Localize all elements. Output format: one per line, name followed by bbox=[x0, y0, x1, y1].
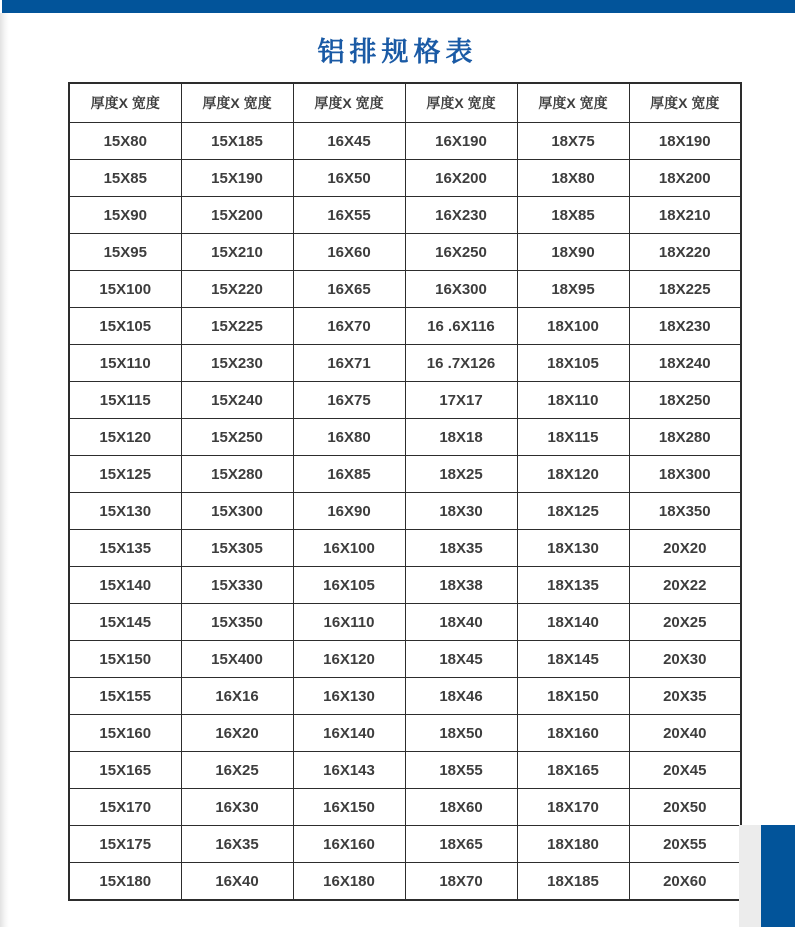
table-row bbox=[69, 604, 741, 641]
spec-cell: 16X80 bbox=[293, 419, 405, 456]
spec-cell: 15X330 bbox=[181, 567, 293, 604]
spec-cell: 15X150 bbox=[69, 641, 181, 678]
spec-cell: 15X125 bbox=[69, 456, 181, 493]
spec-cell: 16X200 bbox=[405, 160, 517, 197]
header-row bbox=[69, 83, 741, 123]
spec-cell: 15X105 bbox=[69, 308, 181, 345]
spec-cell: 15X155 bbox=[69, 678, 181, 715]
spec-cell: 18X45 bbox=[405, 641, 517, 678]
spec-cell: 18X70 bbox=[405, 863, 517, 901]
table-row bbox=[69, 752, 741, 789]
spec-cell: 18X225 bbox=[629, 271, 741, 308]
spec-cell: 15X175 bbox=[69, 826, 181, 863]
spec-cell: 15X130 bbox=[69, 493, 181, 530]
spec-cell: 18X145 bbox=[517, 641, 629, 678]
table-row bbox=[69, 715, 741, 752]
spec-cell: 18X130 bbox=[517, 530, 629, 567]
spec-cell: 18X160 bbox=[517, 715, 629, 752]
spec-cell: 15X400 bbox=[181, 641, 293, 678]
spec-cell: 18X105 bbox=[517, 345, 629, 382]
spec-cell: 16X250 bbox=[405, 234, 517, 271]
column-header: 厚度X 宽度 bbox=[181, 83, 293, 123]
spec-cell: 20X40 bbox=[629, 715, 741, 752]
spec-cell: 15X85 bbox=[69, 160, 181, 197]
bottom-right-gray-bar bbox=[739, 825, 761, 927]
spec-cell: 15X115 bbox=[69, 382, 181, 419]
spec-cell: 16X70 bbox=[293, 308, 405, 345]
spec-cell: 16X30 bbox=[181, 789, 293, 826]
spec-cell: 16X60 bbox=[293, 234, 405, 271]
spec-cell: 18X65 bbox=[405, 826, 517, 863]
spec-cell: 18X50 bbox=[405, 715, 517, 752]
spec-cell: 16X300 bbox=[405, 271, 517, 308]
spec-cell: 18X150 bbox=[517, 678, 629, 715]
spec-cell: 18X180 bbox=[517, 826, 629, 863]
spec-cell: 15X135 bbox=[69, 530, 181, 567]
spec-cell: 15X180 bbox=[69, 863, 181, 901]
spec-cell: 15X210 bbox=[181, 234, 293, 271]
spec-cell: 18X350 bbox=[629, 493, 741, 530]
spec-cell: 15X230 bbox=[181, 345, 293, 382]
spec-cell: 16X120 bbox=[293, 641, 405, 678]
spec-cell: 20X35 bbox=[629, 678, 741, 715]
spec-cell: 15X120 bbox=[69, 419, 181, 456]
spec-cell: 18X38 bbox=[405, 567, 517, 604]
spec-cell: 18X220 bbox=[629, 234, 741, 271]
spec-cell: 18X25 bbox=[405, 456, 517, 493]
spec-cell: 18X280 bbox=[629, 419, 741, 456]
spec-cell: 16X143 bbox=[293, 752, 405, 789]
spec-cell: 18X46 bbox=[405, 678, 517, 715]
spec-cell: 20X45 bbox=[629, 752, 741, 789]
spec-cell: 15X170 bbox=[69, 789, 181, 826]
spec-cell: 15X190 bbox=[181, 160, 293, 197]
table-row bbox=[69, 826, 741, 863]
column-header: 厚度X 宽度 bbox=[293, 83, 405, 123]
spec-cell: 16X85 bbox=[293, 456, 405, 493]
spec-cell: 16X35 bbox=[181, 826, 293, 863]
spec-cell: 16X180 bbox=[293, 863, 405, 901]
spec-cell: 16X25 bbox=[181, 752, 293, 789]
spec-cell: 18X115 bbox=[517, 419, 629, 456]
spec-cell: 18X85 bbox=[517, 197, 629, 234]
spec-cell: 16X130 bbox=[293, 678, 405, 715]
table-row bbox=[69, 789, 741, 826]
spec-cell: 15X80 bbox=[69, 123, 181, 160]
spec-cell: 15X140 bbox=[69, 567, 181, 604]
spec-cell: 18X18 bbox=[405, 419, 517, 456]
table-row bbox=[69, 678, 741, 715]
table-row bbox=[69, 641, 741, 678]
spec-cell: 18X80 bbox=[517, 160, 629, 197]
table-row bbox=[69, 863, 741, 901]
spec-cell: 20X55 bbox=[629, 826, 741, 863]
table-row bbox=[69, 456, 741, 493]
spec-cell: 20X60 bbox=[629, 863, 741, 901]
table-row bbox=[69, 382, 741, 419]
column-header: 厚度X 宽度 bbox=[405, 83, 517, 123]
spec-cell: 20X20 bbox=[629, 530, 741, 567]
spec-cell: 17X17 bbox=[405, 382, 517, 419]
spec-cell: 15X220 bbox=[181, 271, 293, 308]
table-header bbox=[69, 83, 741, 123]
spec-cell: 16X110 bbox=[293, 604, 405, 641]
spec-cell: 18X40 bbox=[405, 604, 517, 641]
table-row bbox=[69, 530, 741, 567]
spec-cell: 18X240 bbox=[629, 345, 741, 382]
spec-cell: 18X35 bbox=[405, 530, 517, 567]
spec-cell: 18X250 bbox=[629, 382, 741, 419]
column-header: 厚度X 宽度 bbox=[517, 83, 629, 123]
spec-cell: 16X45 bbox=[293, 123, 405, 160]
spec-cell: 20X30 bbox=[629, 641, 741, 678]
spec-cell: 15X350 bbox=[181, 604, 293, 641]
spec-cell: 18X170 bbox=[517, 789, 629, 826]
spec-cell: 16X150 bbox=[293, 789, 405, 826]
table-row bbox=[69, 345, 741, 382]
spec-cell: 18X75 bbox=[517, 123, 629, 160]
table-row bbox=[69, 493, 741, 530]
spec-cell: 15X200 bbox=[181, 197, 293, 234]
table-row bbox=[69, 419, 741, 456]
spec-cell: 15X280 bbox=[181, 456, 293, 493]
spec-cell: 16X190 bbox=[405, 123, 517, 160]
spec-cell: 15X300 bbox=[181, 493, 293, 530]
spec-cell: 18X60 bbox=[405, 789, 517, 826]
spec-cell: 18X110 bbox=[517, 382, 629, 419]
spec-cell: 15X160 bbox=[69, 715, 181, 752]
column-header: 厚度X 宽度 bbox=[629, 83, 741, 123]
spec-cell: 20X22 bbox=[629, 567, 741, 604]
spec-cell: 16X105 bbox=[293, 567, 405, 604]
spec-cell: 18X90 bbox=[517, 234, 629, 271]
spec-cell: 15X90 bbox=[69, 197, 181, 234]
spec-cell: 18X200 bbox=[629, 160, 741, 197]
spec-cell: 16X71 bbox=[293, 345, 405, 382]
spec-cell: 16X90 bbox=[293, 493, 405, 530]
top-accent-bar bbox=[2, 0, 795, 13]
spec-cell: 18X210 bbox=[629, 197, 741, 234]
spec-cell: 16 .7X126 bbox=[405, 345, 517, 382]
spec-cell: 15X100 bbox=[69, 271, 181, 308]
spec-cell: 16X140 bbox=[293, 715, 405, 752]
table-row bbox=[69, 567, 741, 604]
spec-cell: 18X190 bbox=[629, 123, 741, 160]
spec-cell: 18X135 bbox=[517, 567, 629, 604]
spec-cell: 15X250 bbox=[181, 419, 293, 456]
table-row bbox=[69, 308, 741, 345]
spec-cell: 20X50 bbox=[629, 789, 741, 826]
table-row bbox=[69, 160, 741, 197]
spec-cell: 18X165 bbox=[517, 752, 629, 789]
spec-cell: 16X55 bbox=[293, 197, 405, 234]
spec-cell: 16X65 bbox=[293, 271, 405, 308]
spec-cell: 18X55 bbox=[405, 752, 517, 789]
spec-cell: 16X230 bbox=[405, 197, 517, 234]
spec-cell: 15X225 bbox=[181, 308, 293, 345]
spec-cell: 18X30 bbox=[405, 493, 517, 530]
spec-cell: 15X185 bbox=[181, 123, 293, 160]
spec-cell: 15X110 bbox=[69, 345, 181, 382]
table-row bbox=[69, 271, 741, 308]
spec-cell: 16X40 bbox=[181, 863, 293, 901]
spec-cell: 15X145 bbox=[69, 604, 181, 641]
aluminum-bar-spec-table bbox=[68, 82, 742, 901]
page-left-edge bbox=[0, 13, 9, 927]
spec-cell: 18X230 bbox=[629, 308, 741, 345]
spec-cell: 16X75 bbox=[293, 382, 405, 419]
page-title: 铝排规格表 bbox=[317, 37, 478, 67]
spec-cell: 15X165 bbox=[69, 752, 181, 789]
table-row bbox=[69, 197, 741, 234]
spec-cell: 16X100 bbox=[293, 530, 405, 567]
spec-cell: 15X240 bbox=[181, 382, 293, 419]
table-row bbox=[69, 123, 741, 160]
spec-cell: 16 .6X116 bbox=[405, 308, 517, 345]
spec-cell: 18X95 bbox=[517, 271, 629, 308]
spec-cell: 15X95 bbox=[69, 234, 181, 271]
spec-cell: 18X140 bbox=[517, 604, 629, 641]
bottom-right-blue-bar bbox=[761, 825, 795, 927]
spec-cell: 16X50 bbox=[293, 160, 405, 197]
spec-cell: 16X20 bbox=[181, 715, 293, 752]
spec-cell: 15X305 bbox=[181, 530, 293, 567]
table-row bbox=[69, 234, 741, 271]
spec-cell: 18X100 bbox=[517, 308, 629, 345]
spec-cell: 18X185 bbox=[517, 863, 629, 901]
spec-cell: 16X16 bbox=[181, 678, 293, 715]
spec-cell: 18X120 bbox=[517, 456, 629, 493]
spec-cell: 18X125 bbox=[517, 493, 629, 530]
spec-cell: 16X160 bbox=[293, 826, 405, 863]
table-body bbox=[69, 123, 741, 901]
spec-cell: 18X300 bbox=[629, 456, 741, 493]
column-header: 厚度X 宽度 bbox=[69, 83, 181, 123]
spec-cell: 20X25 bbox=[629, 604, 741, 641]
